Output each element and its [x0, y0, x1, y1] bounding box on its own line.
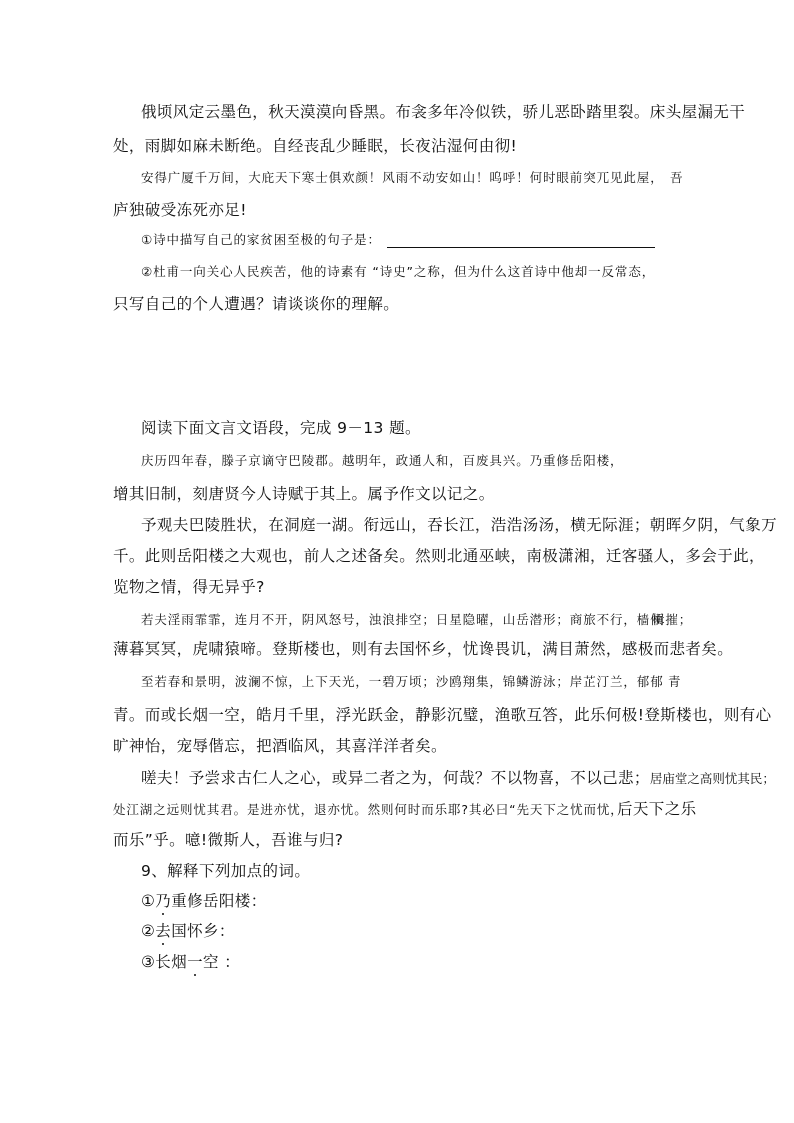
essay-p1-line-2: 增其旧制，刻唐贤今人诗赋于其上。属予作文以记之。 [113, 485, 495, 503]
dotted-word-2: 去 [155, 922, 172, 940]
essay-p2-line-1: 予观夫巴陵胜状，在洞庭一湖。衔远山，吞长江，浩浩汤汤，横无际涯；朝晖夕阴，气象万 [141, 516, 778, 534]
essay-p3-line-1: 若夫淫雨霏霏，连月不开，阴风怒号，浊浪排空；日星隐曜，山岳潜形；商旅不行，樯倾 [141, 612, 664, 627]
essay-p5-line-3: 而乐”乎。噫!微斯人，吾谁与归? [113, 831, 344, 849]
item-2-number: ② [141, 922, 156, 940]
question-1 [141, 230, 655, 248]
question-2-line-1: ②杜甫一向关心人民疾苦，他的诗素有 “诗史”之称，但为什么这首诗中他却一反常态， [141, 264, 656, 279]
poem-line-3: 安得广厦千万间，大庇天下寒士俱欢颜！风雨不动安如山！呜呼！何时眼前突兀见此屋， [141, 170, 664, 185]
essay-p4-line-1: 至若春和景明，波澜不惊，上下天光，一碧万顷；沙鸥翔集，锦鳞游泳；岸芷汀兰，郁郁 [141, 674, 664, 689]
essay-p5-line-2-end: 后天下之乐 [617, 800, 697, 818]
question-9-item-2 [141, 919, 235, 941]
item-3-text-pre: ③长烟 [141, 953, 188, 971]
question-9-item-1 [141, 889, 267, 911]
question-9-item-3 [141, 950, 240, 972]
essay-instruction: 阅读下面文言文语段，完成 9－13 题。 [141, 419, 421, 437]
essay-p1-line-1: 庆历四年春，滕子京谪守巴陵郡。越明年，政通人和，百废具兴。乃重修岳阳楼， [141, 453, 624, 468]
essay-p4-line-3: 旷神怡，宠辱偕忘，把酒临风，其喜洋洋者矣。 [113, 737, 447, 755]
essay-p5-line-2: 处江湖之远则忧其君。是进亦忧，退亦忧。然则何时而乐耶?其必曰“先天下之忧而忧， [113, 802, 624, 817]
essay-p3-line-1-end: 楫摧； [652, 612, 693, 627]
essay-p5-line-1 [141, 766, 775, 788]
essay-p5-line-1-tail: 居庙堂之高则忧其民； [649, 771, 775, 786]
question-1-text: ①诗中描写自己的家贫困至极的句子是： [141, 232, 381, 247]
poem-line-1: 俄顷风定云墨色，秋天漠漠向昏黑。布衾多年冷似铁，骄儿恶卧踏里裂。床头屋漏无干 [141, 103, 746, 121]
question-2-line-2: 只写自己的个人遭遇？请谈谈你的理解。 [113, 295, 400, 313]
item-1-number: ① [141, 892, 156, 910]
answer-blank[interactable] [387, 233, 655, 248]
essay-p2-line-3: 览物之情，得无异乎? [113, 578, 265, 596]
essay-p4-line-2: 青。而或长烟一空，皓月千里，浮光跃金，静影沉璧，渔歌互答，此乐何极!登斯楼也，则有心 [113, 706, 772, 724]
item-3-text: 空 ： [203, 953, 241, 971]
poem-line-2: 处，雨脚如麻未断绝。自经丧乱少睡眠，长夜沾湿何由彻! [113, 137, 518, 155]
essay-p2-line-2: 千。此则岳阳楼之大观也，前人之述备矣。然则北通巫峡，南极潇湘，迁客骚人，多会于此， [113, 547, 765, 565]
question-9-title: 9、解释下列加点的词。 [141, 862, 311, 880]
essay-p3-line-2: 薄暮冥冥，虎啸猿啼。登斯楼也，则有去国怀乡，忧谗畏讥，满目萧然，感极而悲者矣。 [113, 640, 734, 658]
poem-line-4: 庐独破受冻死亦足! [113, 201, 247, 219]
item-2-text: 国怀乡： [171, 922, 235, 940]
item-1-text: 重修岳阳楼： [171, 892, 267, 910]
essay-p4-line-1-end: 青 [668, 674, 682, 689]
dotted-word-1: 乃 [155, 892, 172, 910]
essay-p5-line-1-main: 嗟夫！予尝求古仁人之心，或异二者之为，何哉？不以物喜，不以己悲； [141, 769, 650, 787]
poem-line-3-end: 吾 [670, 170, 684, 185]
dotted-word-3: 一 [187, 953, 204, 971]
